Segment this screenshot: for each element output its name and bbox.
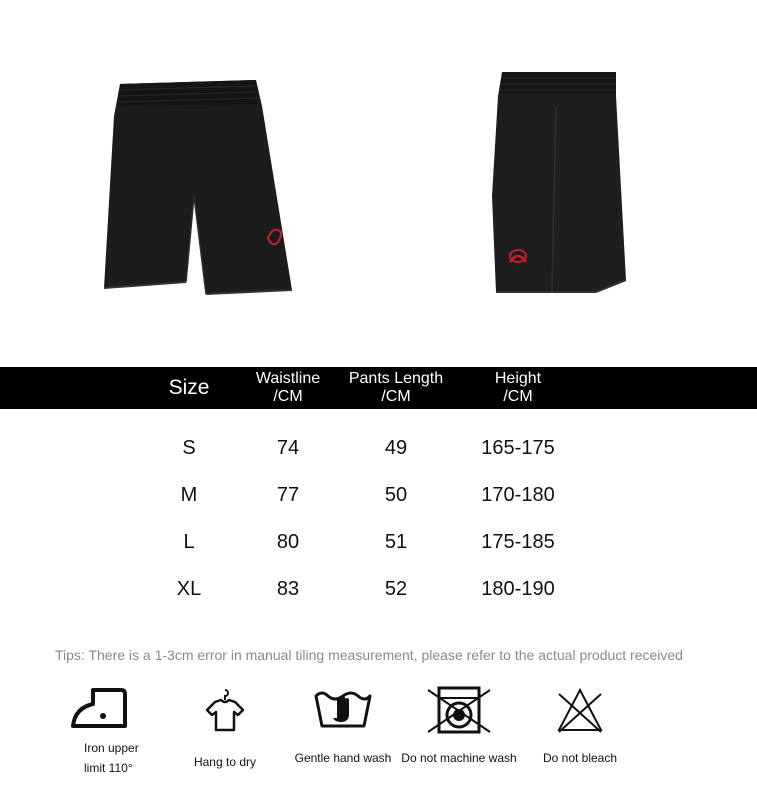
waistline-header bbox=[238, 370, 338, 406]
length-cell: 51 bbox=[384, 531, 408, 553]
hanger-shirt-icon bbox=[203, 686, 247, 734]
height-cell: 175-185 bbox=[481, 531, 555, 553]
hang-label: Hang to dry bbox=[193, 755, 257, 769]
iron-label-line2: limit 110° bbox=[84, 761, 133, 775]
length-cell: 50 bbox=[384, 484, 408, 506]
no-bleach-label: Do not bleach bbox=[542, 751, 618, 765]
shorts-front-image bbox=[96, 76, 292, 298]
size-row-s bbox=[0, 433, 757, 463]
size-cell: L bbox=[183, 531, 195, 553]
hand-wash-icon bbox=[313, 686, 373, 730]
size-row-l bbox=[0, 527, 757, 557]
height-header-line2: /CM bbox=[503, 388, 533, 405]
pants-length-header-line2: /CM bbox=[381, 388, 411, 405]
care-hang bbox=[160, 686, 290, 772]
size-chart-header bbox=[0, 367, 757, 409]
iron-label-line1: Iron upper bbox=[84, 741, 139, 755]
care-no-bleach bbox=[515, 686, 645, 768]
iron-icon bbox=[71, 686, 131, 730]
size-cell: S bbox=[182, 437, 196, 459]
waist-cell: 80 bbox=[276, 531, 300, 553]
height-cell: 180-190 bbox=[481, 578, 555, 600]
height-header-line1: Height bbox=[494, 370, 542, 387]
no-machine-wash-label: Do not machine wash bbox=[401, 751, 517, 765]
care-hand-wash bbox=[278, 686, 408, 768]
no-machine-wash-icon bbox=[426, 686, 492, 734]
pants-length-header bbox=[336, 370, 456, 406]
no-bleach-icon bbox=[555, 686, 605, 734]
waistline-header-line2: /CM bbox=[273, 388, 303, 405]
care-iron bbox=[46, 686, 156, 778]
waist-cell: 77 bbox=[276, 484, 300, 506]
size-cell: M bbox=[180, 484, 198, 506]
waist-cell: 83 bbox=[276, 578, 300, 600]
care-no-machine bbox=[394, 686, 524, 768]
size-row-m bbox=[0, 480, 757, 510]
size-cell: XL bbox=[176, 578, 202, 600]
measurement-tip: Tips: There is a 1-3cm error in manual tiling measurement, please refer to the actual product received bbox=[55, 647, 683, 663]
shorts-side-image bbox=[486, 66, 626, 298]
height-cell: 170-180 bbox=[481, 484, 555, 506]
size-header: Size bbox=[168, 376, 210, 399]
waist-cell: 74 bbox=[276, 437, 300, 459]
height-header bbox=[458, 370, 578, 406]
height-cell: 165-175 bbox=[481, 437, 555, 459]
pants-length-header-line1: Pants Length bbox=[348, 370, 444, 387]
waistline-header-line1: Waistline bbox=[255, 370, 321, 387]
length-cell: 52 bbox=[384, 578, 408, 600]
size-row-xl bbox=[0, 574, 757, 604]
hand-wash-label: Gentle hand wash bbox=[294, 751, 392, 765]
length-cell: 49 bbox=[384, 437, 408, 459]
